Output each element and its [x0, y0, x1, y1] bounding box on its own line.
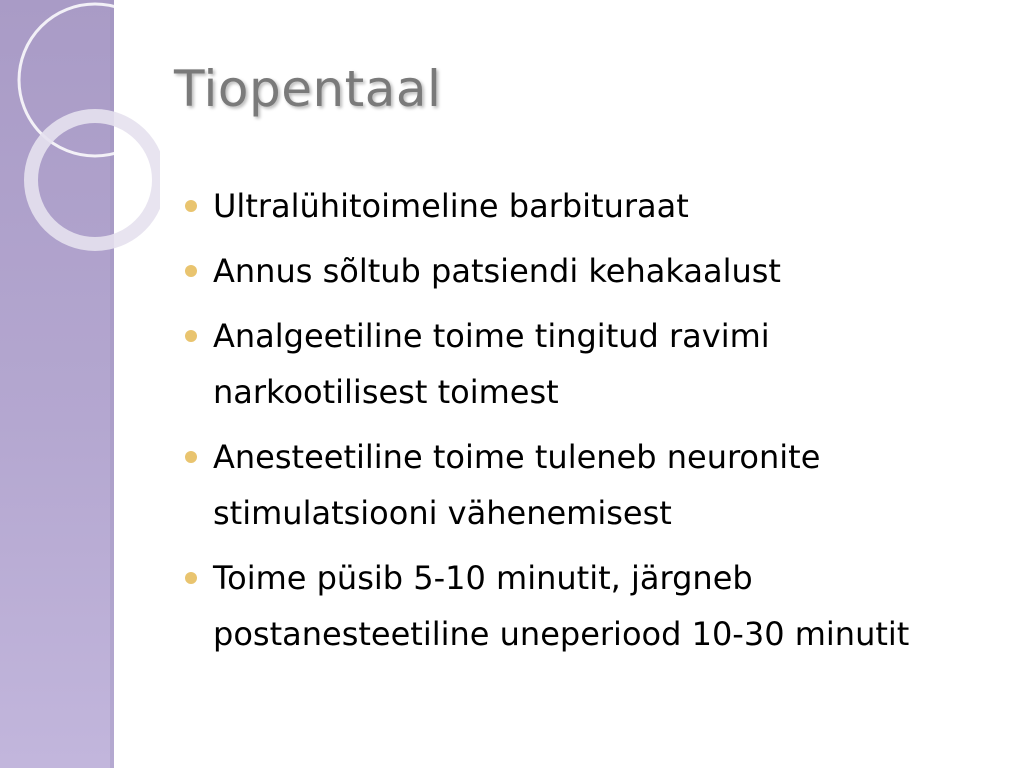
bullet-text: Annus sõltub patsiendi kehakaalust [213, 252, 781, 290]
bullet-icon [185, 330, 197, 342]
bullet-text: Toime püsib 5-10 minutit, järgneb postanesteetiline uneperiood 10-30 minutit [213, 559, 910, 653]
bullet-item [182, 308, 982, 420]
bullet-item [182, 178, 982, 234]
decorative-circles [0, 0, 160, 260]
bullet-icon [185, 572, 197, 584]
bullet-item [182, 243, 982, 299]
bullet-icon [185, 200, 197, 212]
slide-title: Tiopentaal [174, 60, 442, 118]
bullet-text: Ultralühitoimeline barbituraat [213, 187, 689, 225]
bullet-text: Analgeetiline toime tingitud ravimi narkootilisest toimest [213, 317, 770, 411]
bullet-item [182, 550, 982, 662]
bullet-list [182, 178, 982, 671]
bullet-item [182, 429, 982, 541]
bullet-icon [185, 451, 197, 463]
bullet-icon [185, 265, 197, 277]
bullet-text: Anesteetiline toime tuleneb neuronite stimulatsiooni vähenemisest [213, 438, 821, 532]
thick-ring [31, 116, 159, 244]
